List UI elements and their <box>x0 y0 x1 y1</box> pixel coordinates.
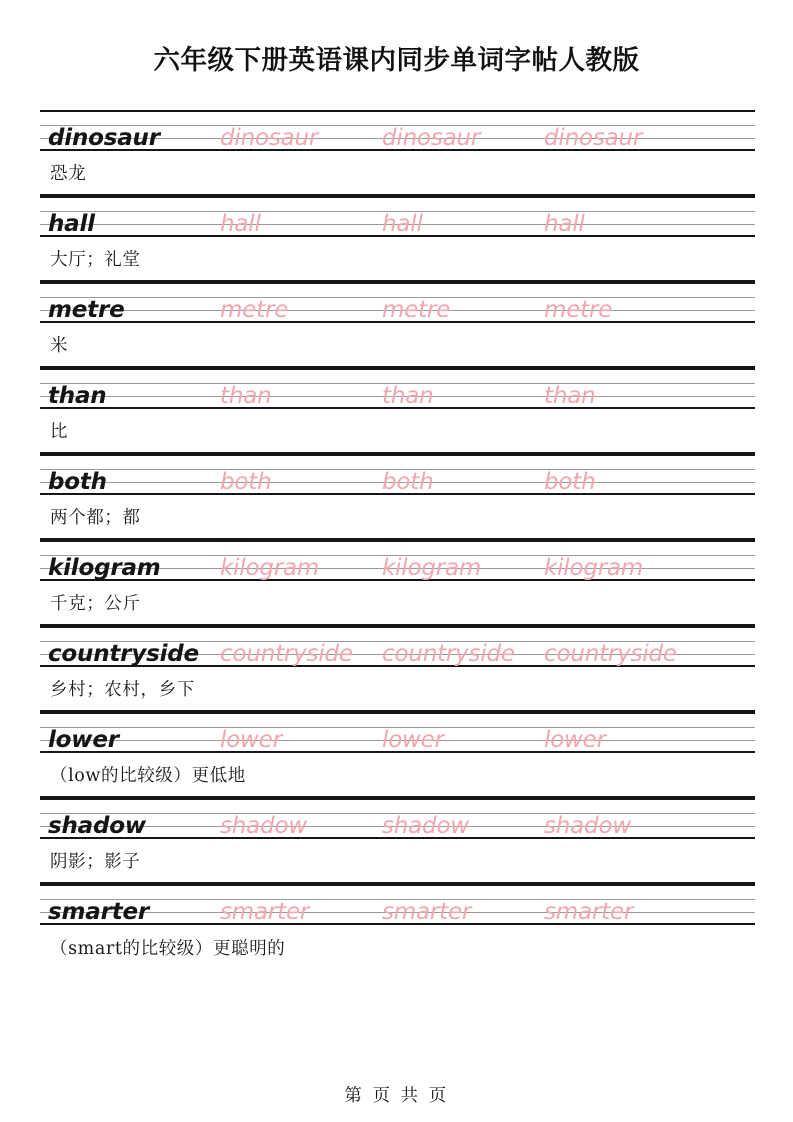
handwriting-staff <box>40 282 755 323</box>
page-title: 六年级下册英语课内同步单词字帖人教版 <box>153 45 640 76</box>
model-word: than <box>48 383 107 409</box>
meaning-text: 两个都；都 <box>50 508 141 528</box>
trace-word-1: kilogram <box>220 555 320 581</box>
word-entry-metre <box>40 282 755 368</box>
meaning-text: 大厅；礼堂 <box>50 250 141 270</box>
trace-word-2: countryside <box>382 641 515 667</box>
meaning-row <box>40 409 755 454</box>
trace-word-3: shadow <box>544 813 631 839</box>
page-footer: 第 页 共 页 <box>344 1086 449 1106</box>
model-word: countryside <box>48 641 199 667</box>
trace-word-1: lower <box>220 727 282 753</box>
meaning-row <box>40 667 755 712</box>
model-word: hall <box>48 211 95 237</box>
trace-word-1: shadow <box>220 813 307 839</box>
word-practice-sheet <box>40 110 755 970</box>
staff-words <box>40 542 755 583</box>
meaning-row <box>40 323 755 368</box>
trace-word-3: hall <box>544 211 585 237</box>
handwriting-staff <box>40 798 755 839</box>
model-word: shadow <box>48 813 146 839</box>
trace-word-2: dinosaur <box>382 125 481 151</box>
handwriting-staff <box>40 196 755 237</box>
handwriting-staff <box>40 884 755 925</box>
trace-word-2: than <box>382 383 434 409</box>
trace-word-2: shadow <box>382 813 469 839</box>
model-word: lower <box>48 727 119 753</box>
word-entry-countryside <box>40 626 755 712</box>
trace-word-3: both <box>544 469 596 495</box>
handwriting-staff <box>40 110 755 151</box>
handwriting-staff <box>40 712 755 753</box>
meaning-text: 乡村；农村，乡下 <box>50 680 195 700</box>
model-word: both <box>48 469 107 495</box>
model-word: metre <box>48 297 125 323</box>
trace-word-2: metre <box>382 297 451 323</box>
trace-word-3: than <box>544 383 596 409</box>
trace-word-1: both <box>220 469 272 495</box>
meaning-row <box>40 753 755 798</box>
meaning-text: 米 <box>50 336 69 356</box>
meaning-text: （smart的比较级）更聪明的 <box>50 939 286 959</box>
word-entry-hall <box>40 196 755 282</box>
meaning-text: （low的比较级）更低地 <box>50 766 246 786</box>
meaning-row <box>40 237 755 282</box>
trace-word-1: dinosaur <box>220 125 319 151</box>
staff-words <box>40 628 755 669</box>
handwriting-staff <box>40 626 755 667</box>
trace-word-3: countryside <box>544 641 677 667</box>
model-word: kilogram <box>48 555 161 581</box>
staff-words <box>40 198 755 239</box>
meaning-text: 恐龙 <box>50 164 87 184</box>
trace-word-2: hall <box>382 211 423 237</box>
trace-word-3: smarter <box>544 899 634 925</box>
meaning-text: 千克；公斤 <box>50 594 141 614</box>
word-entry-shadow <box>40 798 755 884</box>
trace-word-2: kilogram <box>382 555 482 581</box>
trace-word-3: lower <box>544 727 606 753</box>
meaning-row <box>40 581 755 626</box>
model-word: smarter <box>48 899 150 925</box>
trace-word-1: metre <box>220 297 289 323</box>
meaning-row <box>40 925 755 970</box>
word-entry-dinosaur <box>40 110 755 196</box>
trace-word-2: smarter <box>382 899 472 925</box>
trace-word-1: countryside <box>220 641 353 667</box>
staff-words <box>40 370 755 411</box>
staff-words <box>40 112 755 153</box>
trace-word-3: dinosaur <box>544 125 643 151</box>
trace-word-2: both <box>382 469 434 495</box>
trace-word-1: hall <box>220 211 261 237</box>
staff-words <box>40 456 755 497</box>
word-entry-smarter <box>40 884 755 970</box>
staff-words <box>40 800 755 841</box>
handwriting-staff <box>40 454 755 495</box>
word-entry-both <box>40 454 755 540</box>
staff-words <box>40 284 755 325</box>
handwriting-staff <box>40 368 755 409</box>
word-entry-lower <box>40 712 755 798</box>
trace-word-2: lower <box>382 727 444 753</box>
handwriting-staff <box>40 540 755 581</box>
meaning-text: 比 <box>50 422 69 442</box>
word-entry-than <box>40 368 755 454</box>
meaning-text: 阴影；影子 <box>50 852 141 872</box>
staff-words <box>40 886 755 927</box>
meaning-row <box>40 151 755 196</box>
staff-words <box>40 714 755 755</box>
trace-word-3: metre <box>544 297 613 323</box>
word-entry-kilogram <box>40 540 755 626</box>
meaning-row <box>40 495 755 540</box>
trace-word-1: than <box>220 383 272 409</box>
model-word: dinosaur <box>48 125 160 151</box>
trace-word-1: smarter <box>220 899 310 925</box>
meaning-row <box>40 839 755 884</box>
trace-word-3: kilogram <box>544 555 644 581</box>
